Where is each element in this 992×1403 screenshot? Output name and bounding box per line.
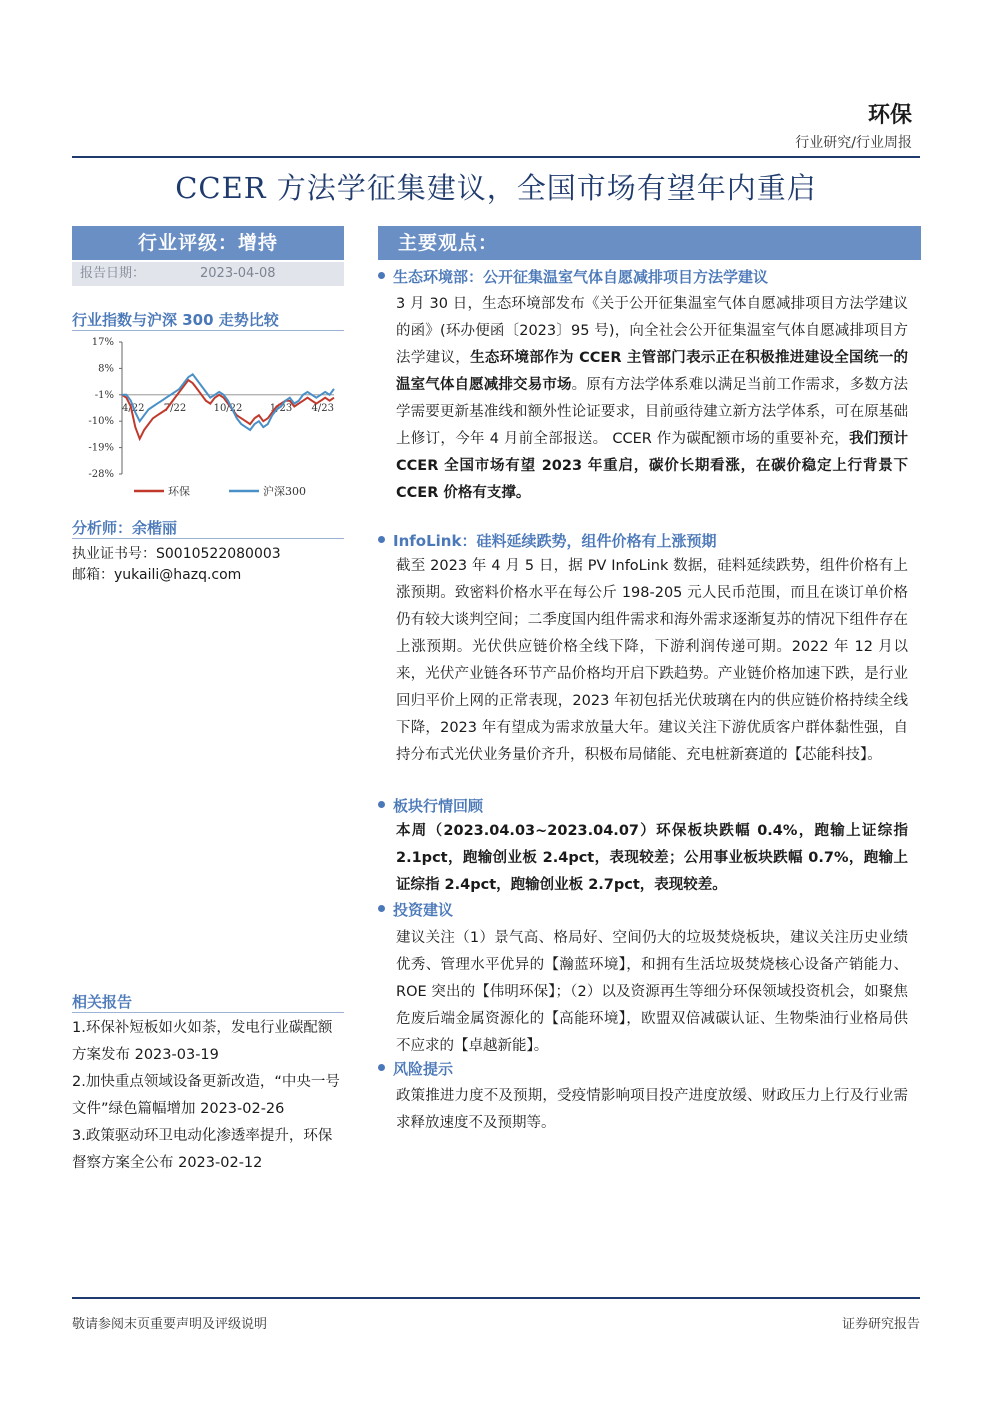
related-reports-title: 相关报告	[72, 993, 133, 1011]
x-tick-label: 7/22	[163, 402, 187, 414]
bullet-icon	[378, 536, 385, 543]
chart-svg	[72, 334, 344, 506]
section-title-investment: 投资建议	[378, 899, 453, 920]
sector-label: 环保	[867, 103, 912, 128]
section-title-mee: 生态环境部：公开征集温室气体自愿减排项目方法学建议	[378, 266, 768, 287]
related-report-item[interactable]: 2.加快重点领域设备更新改造，“中央一号文件”绿色篇幅增加 2023-02-26	[72, 1074, 340, 1117]
footer-doc-type: 证券研究报告	[841, 1317, 920, 1332]
section-title-risk: 风险提示	[378, 1058, 453, 1079]
report-title: CCER 方法学征集建议，全国市场有望年内重启	[175, 171, 817, 205]
analyst-email: 邮箱：yukaili@hazq.com	[72, 567, 242, 583]
y-tick-label: -19%	[88, 442, 114, 454]
report-type: 行业研究/行业周报	[795, 135, 912, 151]
y-tick-label: 17%	[91, 337, 114, 348]
section-body-mee: 3 月 30 日，生态环境部发布《关于公开征集温室气体自愿减排项目方法学建议的函》(环办便函〔2023〕95 号)，向全社会公开征集温室气体自愿减排项目方法学建议，生态环境部作为 CCER 主管部门表示正在积极推进建设全国统一的温室气体自愿减排交易市场。原有方法学体系难以满足当前工作需求，多数方法学需要更新基准线和额外性论证要求，目前亟待建立新方法学体系，可在原基础上修订，今年 4 月前全部报送。 CCER 作为碳配额市场的重要补充，我们预计 CCER 全国市场有望 2023 年重启，碳价长期看涨，在碳价稳定上行背景下 CCER 价格有支撑。	[396, 296, 909, 501]
industry-rating: 行业评级：增持	[72, 226, 344, 260]
bullet-icon	[378, 801, 385, 808]
x-tick-label: 1/23	[269, 402, 293, 414]
analyst-rule	[72, 538, 344, 539]
bullet-icon	[378, 1064, 385, 1071]
x-tick-label: 4/23	[311, 402, 334, 414]
related-report-item[interactable]: 1.环保补短板如火如荼，发电行业碳配额方案发布 2023-03-19	[72, 1020, 333, 1063]
section-body-infolink: 截至 2023 年 4 月 5 日，据 PV InfoLink 数据，硅料延续跌势，组件价格有上涨预期。致密料价格水平在每公斤 198-205 元人民币范围，而且在谈订单价格仍有较大谈判空间；二季度国内组件需求和海外需求逐渐复苏的情况下组件存在上涨预期。光伏供应链价格全线下降，下游利润传递可期。2022 年 12 月以来，光伏产业链各环节产品价格均开启下跌趋势。产业链价格加速下跌，是行业回归平价上网的正常表现，2023 年初包括光伏玻璃在内的供应链价格持续全线下降，2023 年有望成为需求放量大年。建议关注下游优质客户群体黏性强，自持分布式光伏业务量价齐升，积极布局储能、充电桩新赛道的【芯能科技】。	[396, 558, 908, 763]
report-date: 2023-04-08	[200, 266, 276, 281]
analyst-cert: 执业证书号：S0010522080003	[72, 546, 281, 562]
header-rule	[72, 156, 920, 158]
footer-disclaimer: 敬请参阅末页重要声明及评级说明	[72, 1317, 268, 1332]
main-points-heading: 主要观点：	[378, 226, 921, 260]
y-tick-label: -10%	[88, 416, 114, 428]
report-date-label: 报告日期：	[80, 266, 146, 281]
bullet-icon	[378, 905, 385, 912]
related-reports-rule	[72, 1012, 344, 1013]
section-title-infolink: InfoLink：硅料延续跌势，组件价格有上涨预期	[378, 530, 716, 551]
y-tick-label: 8%	[98, 363, 114, 375]
index-comparison-chart	[72, 334, 344, 506]
section-body-risk: 政策推进力度不及预期，受疫情影响项目投产进度放缓、财政压力上行及行业需求释放速度不及预期等。	[396, 1088, 908, 1131]
chart-section-title: 行业指数与沪深 300 走势比较	[72, 311, 279, 329]
section-title-market-review: 板块行情回顾	[378, 795, 483, 816]
legend-label: 沪深300	[263, 485, 306, 498]
legend-label: 环保	[168, 485, 190, 498]
analyst-name: 分析师：余楷丽	[72, 519, 178, 537]
y-tick-label: -1%	[94, 389, 114, 401]
report-date-row	[72, 262, 344, 286]
chart-section-rule	[72, 330, 344, 331]
x-tick-label: 4/22	[122, 402, 145, 414]
y-tick-label: -28%	[88, 469, 114, 480]
related-report-item[interactable]: 3.政策驱动环卫电动化渗透率提升，环保督察方案全公布 2023-02-12	[72, 1128, 333, 1171]
section-body-investment: 建议关注（1）景气高、格局好、空间仍大的垃圾焚烧板块，建议关注历史业绩优秀、管理水平优异的【瀚蓝环境】，和拥有生活垃圾焚烧核心设备产销能力、ROE 突出的【伟明环保】；（2）以及资源再生等细分环保领域投资机会，如聚焦危废后端金属资源化的【高能环境】，欧盟双倍减碳认证、生物柴油行业格局供不应求的【卓越新能】。	[396, 930, 908, 1054]
x-tick-label: 10/22	[213, 402, 243, 414]
bullet-icon	[378, 272, 385, 279]
section-body-market-review: 本周（2023.04.03~2023.04.07）环保板块跌幅 0.4%，跑输上证综指 2.1pct，跑输创业板 2.4pct，表现较差；公用事业板块跌幅 0.7%，跑输上证综指 2.4pct，跑输创业板 2.7pct，表现较差。	[396, 823, 908, 893]
footer-rule	[72, 1297, 920, 1299]
